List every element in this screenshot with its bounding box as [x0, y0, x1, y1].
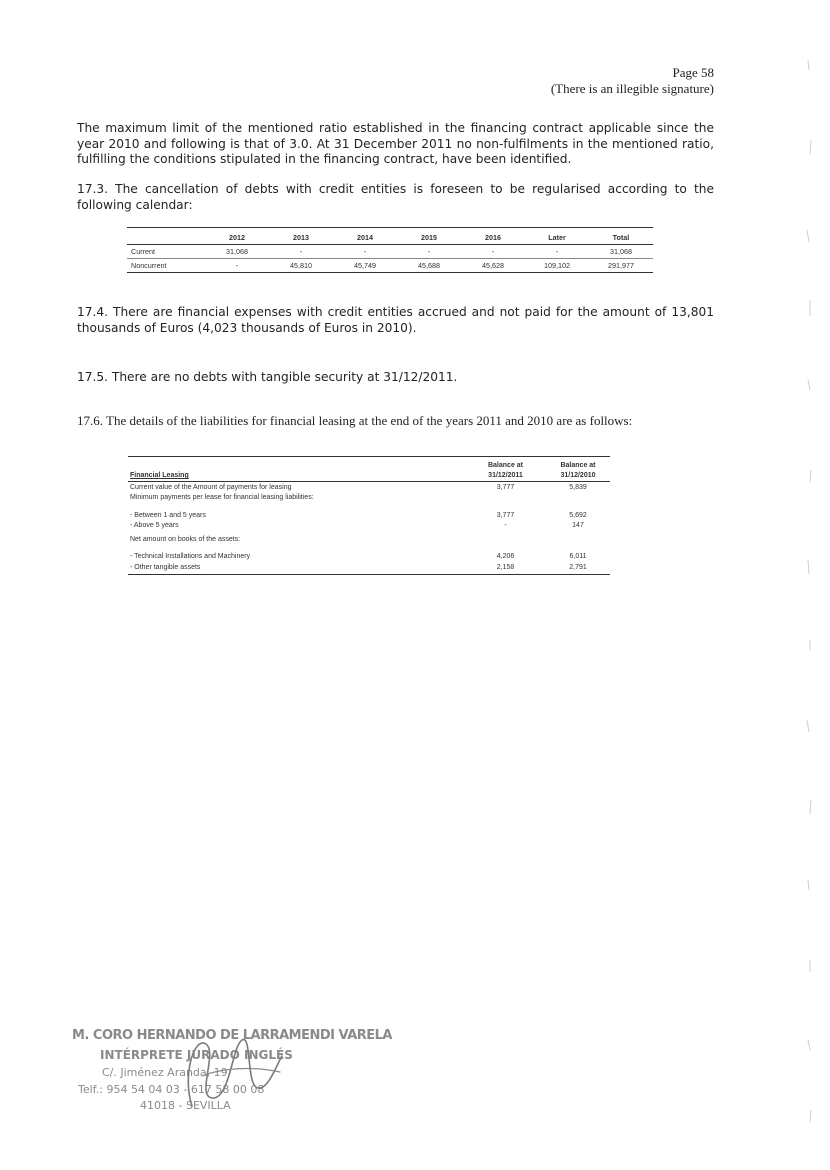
- ratio-paragraph: The maximum limit of the mentioned ratio established in the financing contract applicable since the year 2010 and following is that of 3.0. At 31 December 2011 no non-fulfilments in the mentioned ratio, fulfilling the conditions stipulated in the financing contract, have been identified.: [77, 121, 714, 166]
- calendar-header-row: [127, 231, 653, 245]
- leasing-row: [128, 493, 608, 503]
- leasing-bottom-rule: [128, 574, 610, 575]
- row-label: Noncurrent: [131, 261, 167, 270]
- calendar-header-total: Total: [612, 233, 630, 242]
- cell-2010: 2,791: [569, 564, 587, 571]
- calendar-top-rule: [127, 227, 653, 228]
- row-label: - Between 1 and 5 years: [130, 512, 206, 519]
- signature-note: (There is an illegible signature): [550, 81, 714, 96]
- financial-leasing-table: [128, 456, 610, 576]
- leasing-row: [128, 483, 608, 493]
- cell-2010: 5,839: [569, 484, 587, 491]
- cell: 31,068: [226, 247, 248, 256]
- cell: 291,977: [608, 261, 634, 270]
- page-number: Page 58: [672, 65, 714, 80]
- calendar-header-2016: 2016: [485, 233, 501, 242]
- stamp-name: M. CORO HERNANDO DE LARRAMENDI VARELA: [72, 1028, 392, 1043]
- debt-calendar-table: [127, 231, 653, 273]
- calendar-header-2012: 2012: [229, 233, 245, 242]
- cell: -: [299, 247, 303, 256]
- stamp-title: INTÉRPRETE JURADO INGLÉS: [100, 1048, 293, 1062]
- calendar-row-noncurrent: [127, 259, 653, 273]
- leasing-row: [128, 521, 608, 531]
- cell-2010: 6,011: [569, 553, 587, 560]
- leasing-header-rule: [128, 481, 610, 482]
- cell-2011: 3,777: [496, 484, 515, 491]
- cell: 109,102: [544, 261, 570, 270]
- row-label: - Other tangible assets: [130, 564, 201, 571]
- scan-edge-marks: [802, 0, 820, 1170]
- row-label: Net amount on books of the assets:: [130, 536, 241, 543]
- leasing-title: Financial Leasing: [130, 472, 189, 479]
- stamp-phone: Telf.: 954 54 04 03 - 617 58 00 08: [78, 1083, 265, 1096]
- section-17-5-text: 17.5. There are no debts with tangible security at 31/12/2011.: [77, 370, 458, 384]
- handwritten-signature: [172, 1016, 292, 1116]
- stamp-address: C/. Jiménez Aranda, 19: [102, 1066, 228, 1079]
- cell: 45,688: [418, 261, 440, 270]
- section-17-4-text: 17.4. There are financial expenses with credit entities accrued and not paid for the amount of 13,801 thousands of Euros (4,023 thousands of Euros in 2010).: [77, 305, 714, 335]
- cell-2010: 5,692: [569, 512, 587, 519]
- cell: 45,810: [290, 261, 312, 270]
- col-2010-top: Balance at: [560, 462, 596, 469]
- cell: -: [427, 247, 431, 256]
- cell: 31,068: [610, 247, 632, 256]
- row-label: - Above 5 years: [130, 522, 179, 529]
- leasing-header-top: [128, 461, 608, 471]
- cell-2011: 4,206: [496, 553, 515, 560]
- translator-stamp: [72, 1024, 392, 1124]
- col-2011-date: 31/12/2011: [488, 472, 523, 479]
- row-label: Current: [131, 247, 155, 256]
- stamp-city: 41018 - SEVILLA: [140, 1099, 231, 1112]
- cell: -: [555, 247, 559, 256]
- cell: 45,628: [482, 261, 504, 270]
- cell: -: [235, 261, 239, 270]
- col-2011-top: Balance at: [487, 462, 524, 469]
- leasing-header-row: [128, 471, 608, 481]
- calendar-row-current: [127, 245, 653, 259]
- cell-2010: 147: [572, 522, 584, 529]
- cell: 45,749: [354, 261, 376, 270]
- section-17-3-text: 17.3. The cancellation of debts with credit entities is foreseen to be regularised according to the following calendar:: [77, 182, 714, 212]
- calendar-header-2013: 2013: [293, 233, 309, 242]
- leasing-row: [128, 563, 608, 573]
- col-2010-date: 31/12/2010: [560, 472, 596, 479]
- calendar-header-blank: [127, 231, 205, 245]
- page-header: [551, 65, 714, 97]
- cell: -: [363, 247, 367, 256]
- row-label: Current value of the Amount of payments for leasing: [130, 484, 292, 491]
- row-label: Minimum payments per lease for financial leasing liabilities:: [130, 494, 314, 501]
- leasing-top-rule: [128, 456, 610, 457]
- cell: -: [491, 247, 495, 256]
- cell-2011: 3,777: [496, 512, 515, 519]
- calendar-header-later: Later: [548, 233, 566, 242]
- leasing-row: [128, 552, 608, 562]
- calendar-header-2015: 2015: [421, 233, 437, 242]
- calendar-header-2014: 2014: [357, 233, 373, 242]
- leasing-row: [128, 535, 608, 545]
- cell-2011: -: [504, 522, 507, 529]
- row-label: - Technical Installations and Machinery: [130, 553, 251, 560]
- section-17-6-text: 17.6. The details of the liabilities for financial leasing at the end of the years 2011 and 2010 are as follows:: [77, 413, 633, 428]
- leasing-row: [128, 511, 608, 521]
- cell-2011: 2,158: [496, 564, 515, 571]
